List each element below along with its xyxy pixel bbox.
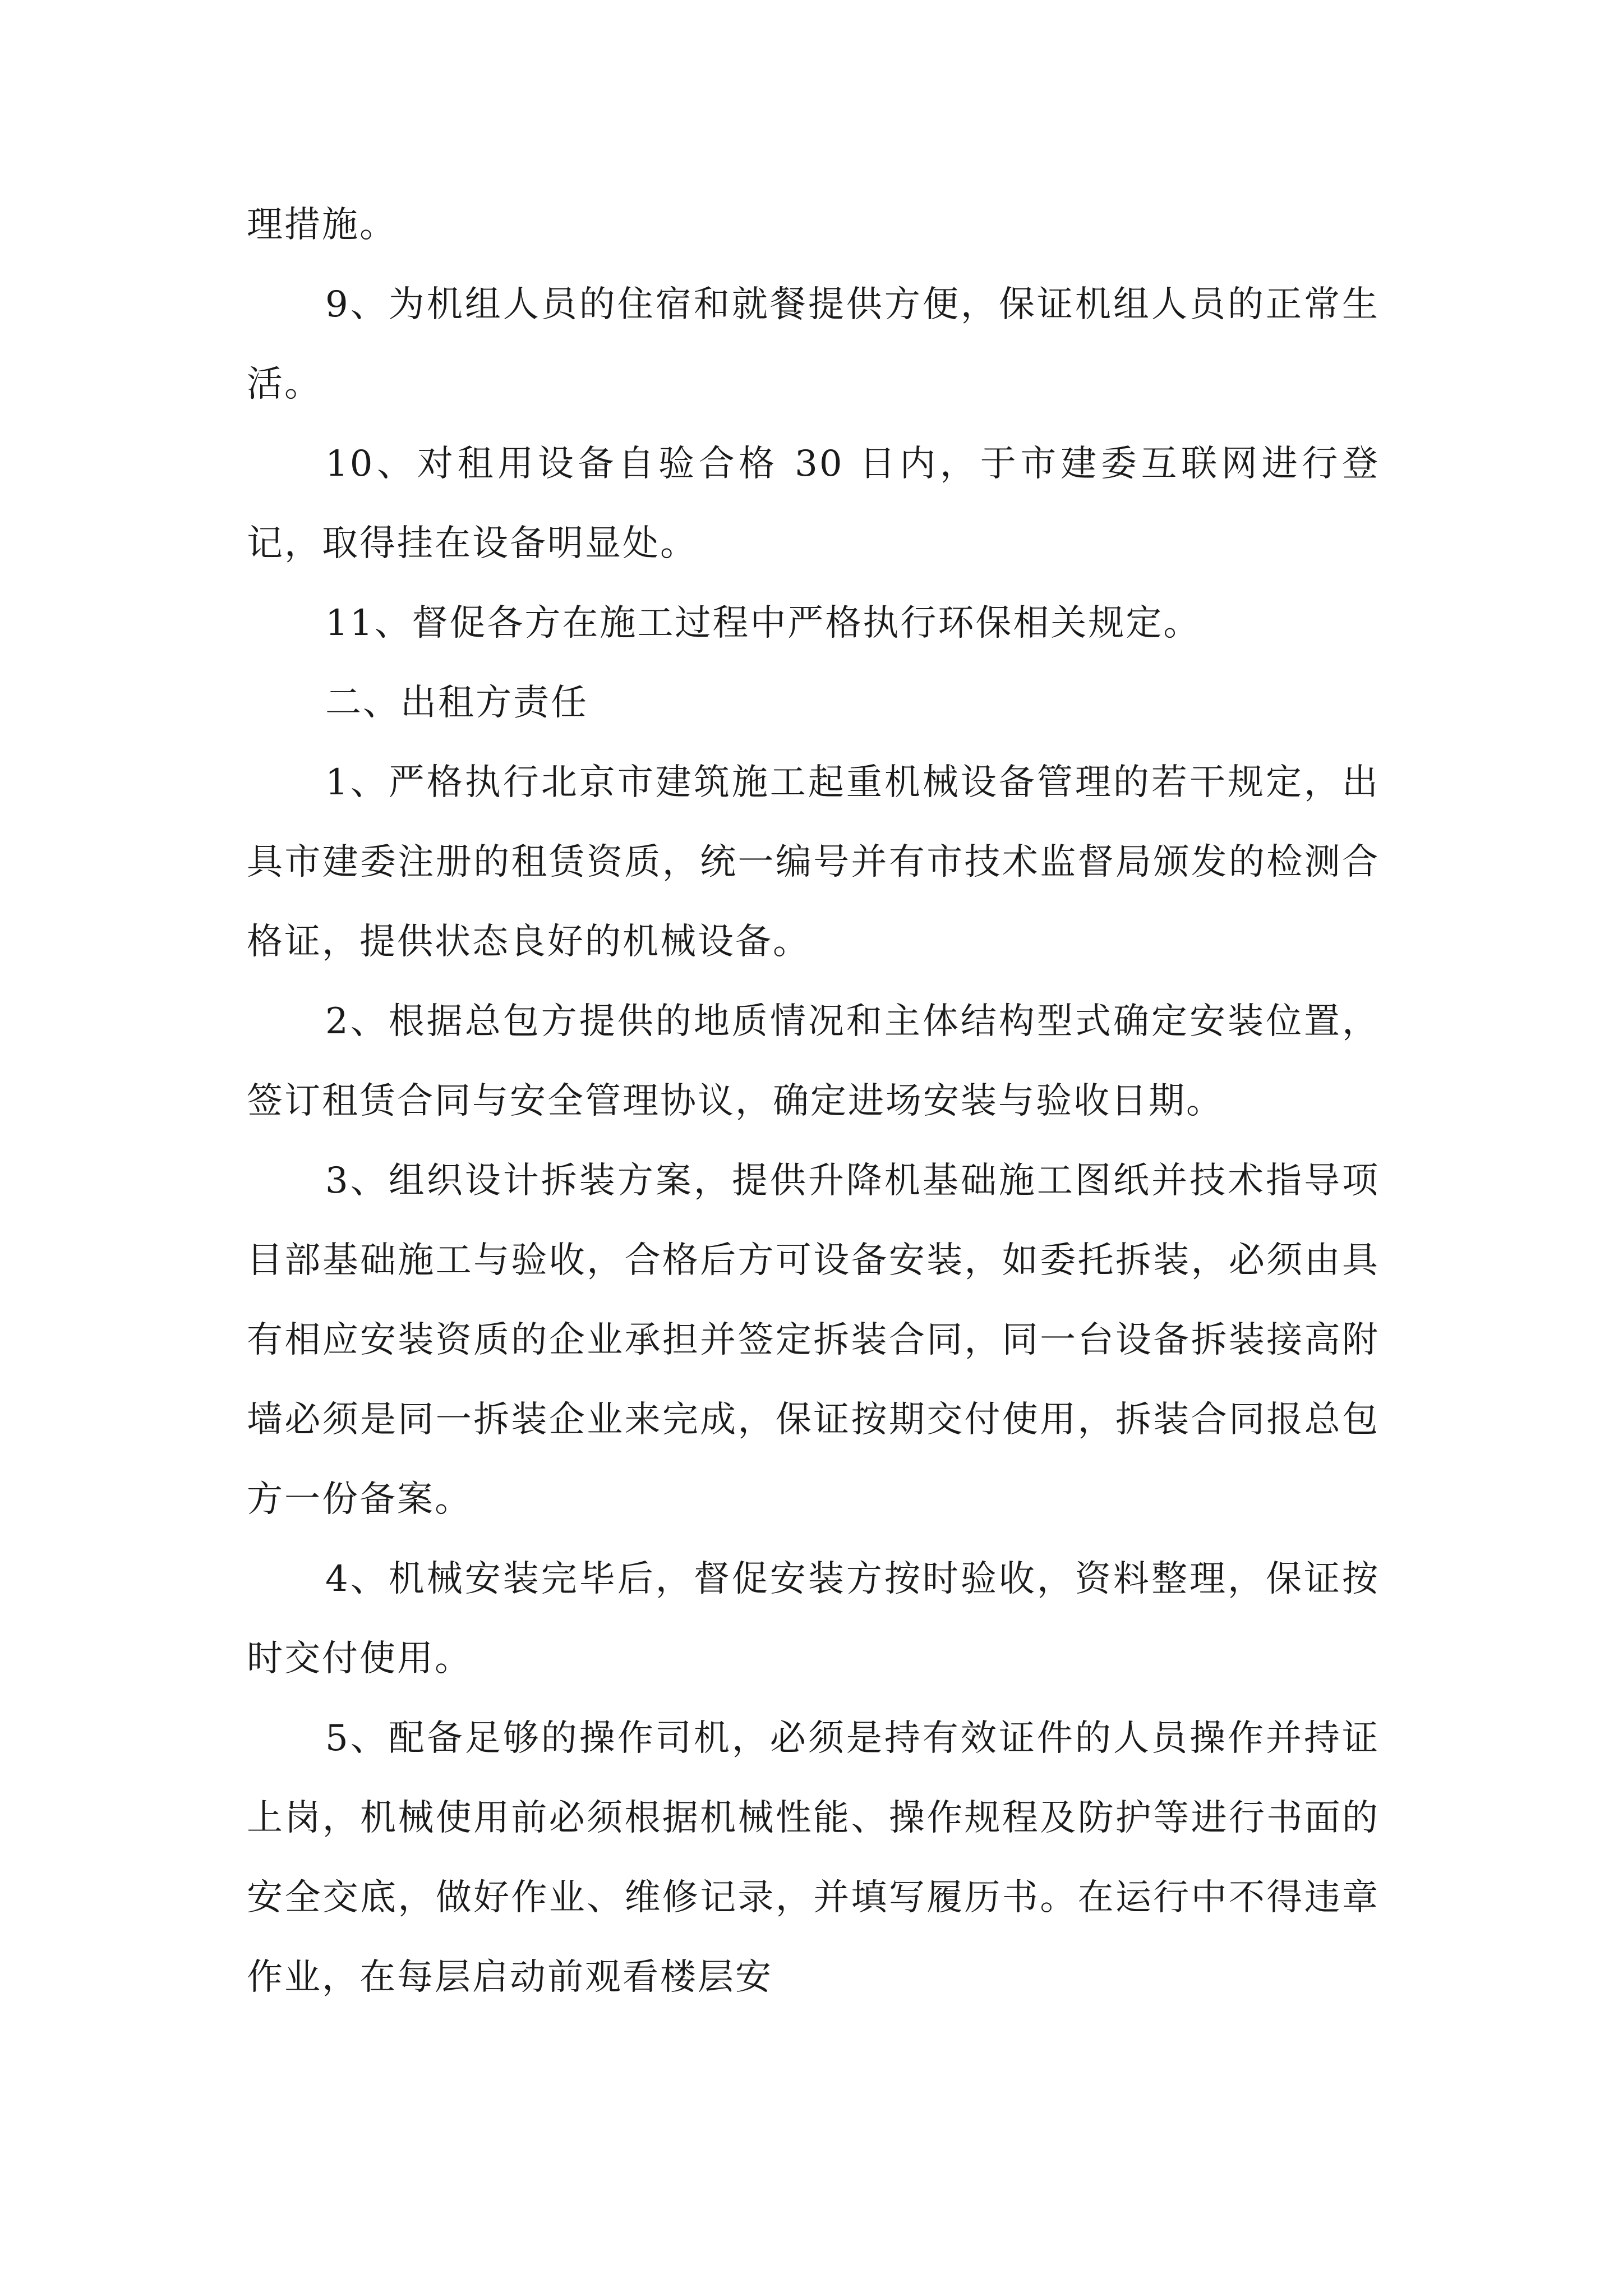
paragraph-9: 4、机械安装完毕后，督促安装方按时验收，资料整理，保证按时交付使用。 <box>247 1558 1380 1680</box>
paragraph-7: 2、根据总包方提供的地质情况和主体结构型式确定安装位置，签订租赁合同与安全管理协议，确定进场安装与验收日期。 <box>247 1001 1380 1122</box>
paragraph-10: 5、配备足够的操作司机，必须是持有效证件的人员操作并持证上岗，机械使用前必须根据机械性能、操作规程及防护等进行书面的安全交底，做好作业、维修记录，并填写履历书。在运行中不得违章作业，在每层启动前观看楼层安 <box>247 1718 1380 1998</box>
paragraph-4: 11、督促各方在施工过程中严格执行环保相关规定。 <box>325 602 1201 644</box>
paragraph-3: 10、对租用设备自验合格 30 日内，于市建委互联网进行登记，取得挂在设备明显处。 <box>247 443 1380 564</box>
section-heading-lessor-responsibility: 二、出租方责任 <box>325 682 588 724</box>
paragraph-2: 9、为机组人员的住宿和就餐提供方便，保证机组人员的正常生活。 <box>247 284 1380 405</box>
document-page <box>247 185 1380 2017</box>
paragraph-1: 理措施。 <box>247 204 397 246</box>
paragraph-8: 3、组织设计拆装方案，提供升降机基础施工图纸并技术指导项目部基础施工与验收，合格后方可设备安装，如委托拆装，必须由具有相应安装资质的企业承担并签定拆装合同，同一台设备拆装接高附墙必须是同一拆装企业来完成，保证按期交付使用，拆装合同报总包方一份备案。 <box>247 1160 1380 1520</box>
paragraph-6: 1、严格执行北京市建筑施工起重机械设备管理的若干规定，出具市建委注册的租赁资质，统一编号并有市技术监督局颁发的检测合格证，提供状态良好的机械设备。 <box>247 762 1380 963</box>
